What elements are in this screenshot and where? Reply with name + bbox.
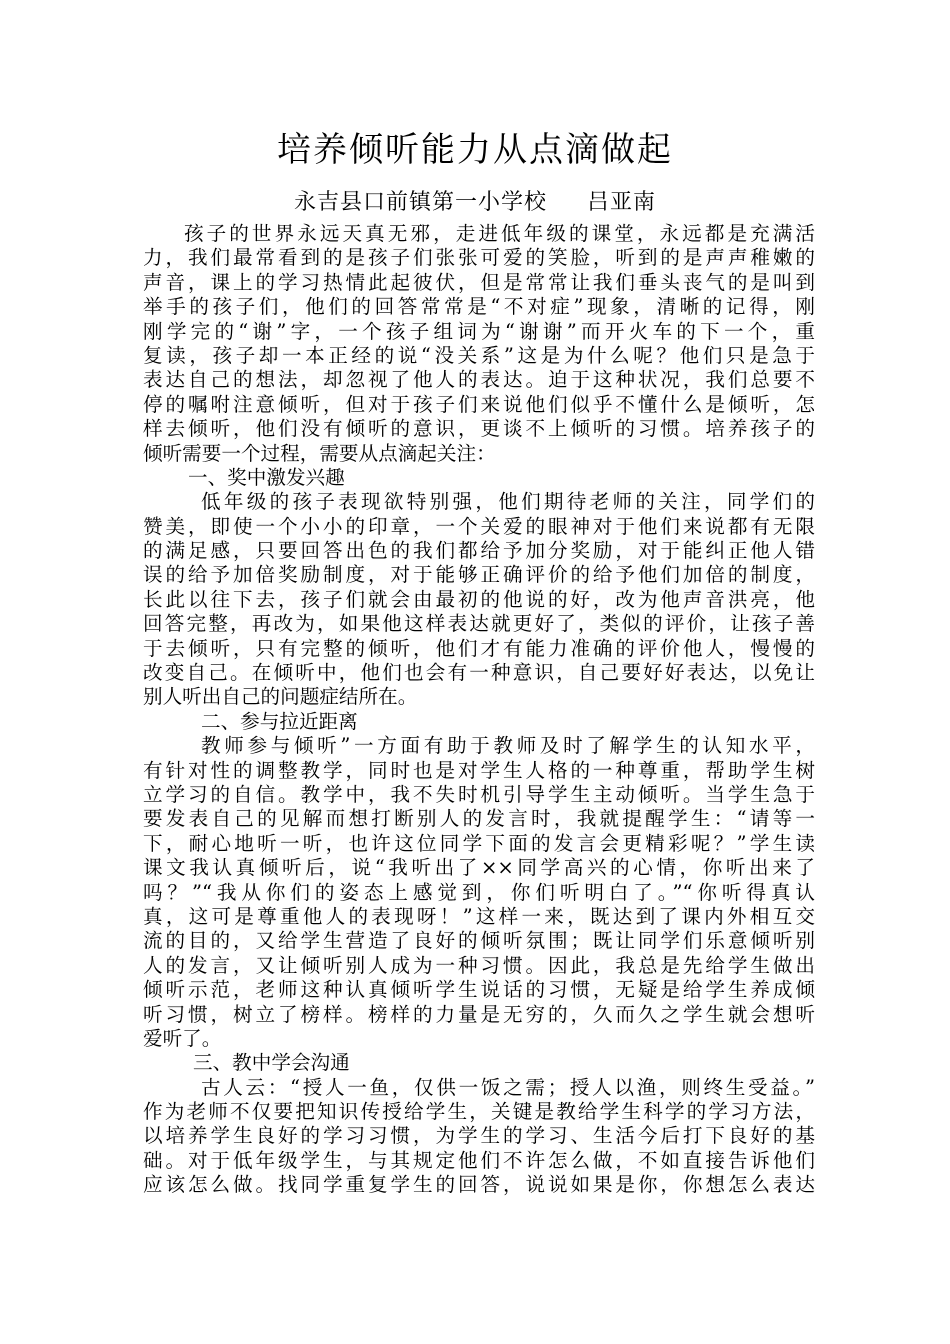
school-name: 永吉县口前镇第一小学校 [293,190,547,215]
text-line: 力，我们最常看到的是孩子们张张可爱的笑脸，听到的是声声稚嫩的 [143,246,815,270]
document-title: 培养倾听能力从点滴做起 [277,130,673,170]
text-line: 声音，课上的学习热情此起彼伏，但是常常让我们垂头丧气的是叫到 [143,270,815,294]
text-line: 爱听了。 [143,1026,222,1050]
text-line: 的满足感，只要回答出色的我们都给予加分奖励，对于能纠正他人错 [143,539,815,563]
text-line: 改变自己。在倾听中，他们也会有一种意识，自己要好好表达，以免让 [143,661,815,685]
text-line: 真，这可是尊重他人的表现呀！”这样一来，既达到了课内外相互交 [143,904,815,928]
text-line: 人的发言，又让倾听别人成为一种习惯。因此，我总是先给学生做出 [143,953,815,977]
text-line: 应该怎么做。找同学重复学生的回答，说说如果是你，你想怎么表达 [143,1173,815,1197]
text-line: 别人听出自己的问题症结所在。 [143,685,418,709]
text-line: 样去倾听，他们没有倾听的意识，更谈不上倾听的习惯。培养孩子的 [143,417,815,441]
text-line: 误的给予加倍奖励制度，对于能够正确评价的给予他们加倍的制度， [143,563,815,587]
article-body [143,222,815,1198]
text-line: 下，耐心地听一听，也许这位同学下面的发言会更精彩呢？”学生读 [143,831,815,855]
text-line: 低年级的孩子表现欲特别强，他们期待老师的关注，同学们的 [201,490,815,514]
section-heading: 三、教中学会沟通 [193,1051,350,1075]
text-line: 倾听示范，老师这种认真倾听学生说话的习惯，无疑是给学生养成倾 [143,978,815,1002]
byline [0,188,950,218]
text-line: 以培养学生良好的学习习惯，为学生的学习、生活今后打下良好的基 [143,1124,815,1148]
text-line: 作为老师不仅要把知识传授给学生，关键是教给学生科学的学习方法， [143,1100,815,1124]
section-heading: 二、参与拉近距离 [201,709,358,733]
text-line: 古人云：“授人一鱼，仅供一饭之需；授人以渔，则终生受益。” [201,1075,815,1099]
text-line: 举手的孩子们，他们的回答常常是“不对症”现象，清晰的记得，刚 [143,295,815,319]
text-line: 吗？”“我从你们的姿态上感觉到，你们听明白了。”“你听得真认 [143,880,815,904]
text-line: 停的嘱咐注意倾听，但对于孩子们来说他们似乎不懂什么是倾听，怎 [143,392,815,416]
text-line: 倾听需要一个过程，需要从点滴起关注： [143,441,496,465]
text-line: 教师参与倾听”一方面有助于教师及时了解学生的认知水平， [201,734,815,758]
text-line: 刚学完的“谢”字，一个孩子组词为“谢谢”而开火车的下一个，重 [143,319,815,343]
text-line: 长此以往下去，孩子们就会由最初的他说的好，改为他声音洪亮，他 [143,587,815,611]
text-line: 听习惯，树立了榜样。榜样的力量是无穷的，久而久之学生就会想听 [143,1002,815,1026]
text-line: 课文我认真倾听后，说“我听出了××同学高兴的心情，你听出来了 [143,856,815,880]
text-line: 孩子的世界永远天真无邪，走进低年级的课堂，永远都是充满活 [184,222,815,245]
text-line: 赞美，即使一个小小的印章，一个关爱的眼神对于他们来说都有无限 [143,514,815,538]
text-line: 础。对于低年级学生，与其规定他们不许怎么做，不如直接告诉他们 [143,1148,815,1172]
text-line: 复读，孩子却一本正经的说“没关系”这是为什么呢？他们只是急于 [143,343,815,367]
text-line: 有针对性的调整教学，同时也是对学生人格的一种尊重，帮助学生树 [143,758,815,782]
text-line: 回答完整，再改为，如果他这样表达就更好了，类似的评价，让孩子善 [143,612,815,636]
author-name: 吕亚南 [587,190,657,215]
text-line: 表达自己的想法，却忽视了他人的表达。迫于这种状况，我们总要不 [143,368,815,392]
section-heading: 一、奖中激发兴趣 [188,465,345,489]
text-line: 要发表自己的见解而想打断别人的发言时，我就提醒学生：“请等一 [143,807,815,831]
text-line: 流的目的，又给学生营造了良好的倾听氛围；既让同学们乐意倾听别 [143,929,815,953]
text-line: 立学习的自信。教学中，我不失时机引导学生主动倾听。当学生急于 [143,782,815,806]
text-line: 于去倾听，只有完整的倾听，他们才有能力准确的评价他人，慢慢的 [143,636,815,660]
